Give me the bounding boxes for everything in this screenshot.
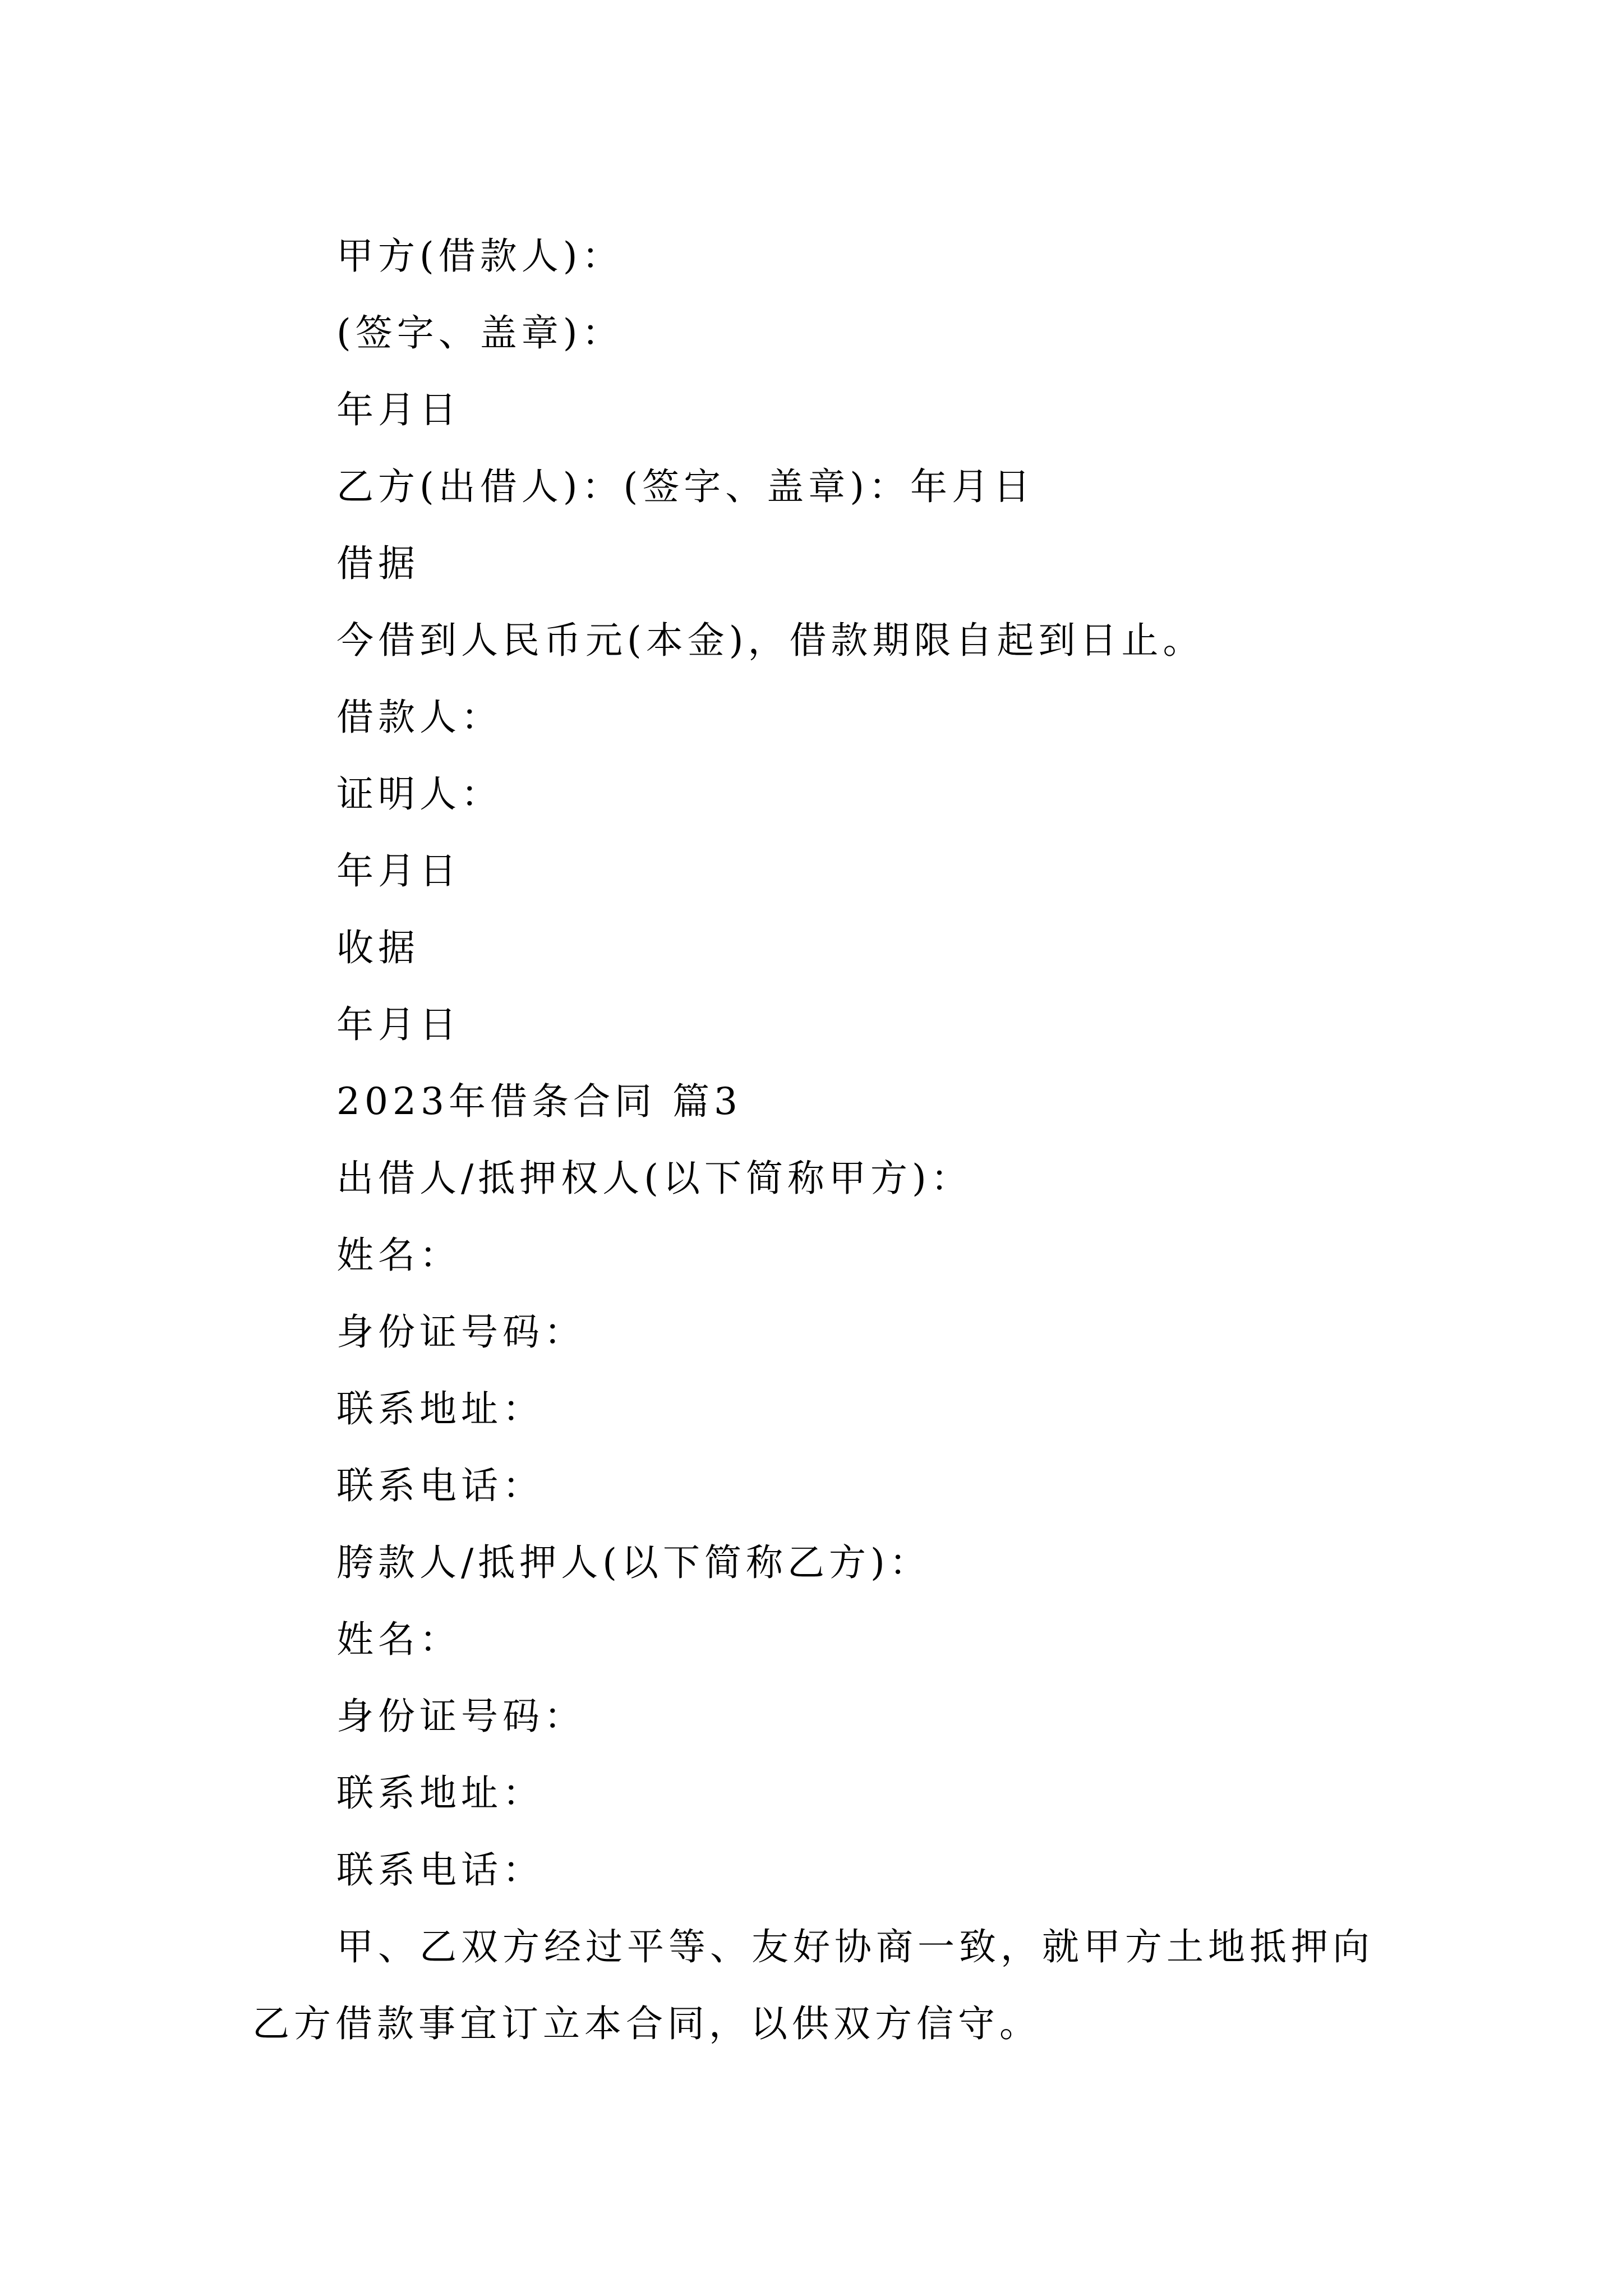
lender-name-label: 姓名： xyxy=(336,1234,461,1277)
borrower-phone-label: 联系电话： xyxy=(336,1848,544,1892)
party-a-signature-label: (签字、盖章)： xyxy=(336,311,624,355)
borrower-id-label: 身份证号码： xyxy=(336,1695,585,1738)
section-title: 2023年借条合同 篇3 xyxy=(336,1080,742,1123)
party-a-borrower-label: 甲方(借款人)： xyxy=(336,234,624,278)
iou-witness-label: 证明人： xyxy=(336,772,502,816)
closing-paragraph: 甲、乙双方经过平等、友好协商一致，就甲方土地抵押向乙方借款事宜订立本合同，以供双方信守。 xyxy=(252,1925,1374,2045)
borrower-name-label: 姓名： xyxy=(336,1618,461,1661)
lender-id-label: 身份证号码： xyxy=(336,1310,585,1354)
document-body xyxy=(252,218,1396,2062)
iou-statement: 今借到人民币元(本金)，借款期限自起到日止。 xyxy=(336,619,1205,662)
iou-heading: 借据 xyxy=(336,542,419,585)
borrower-address-label: 联系地址： xyxy=(336,1772,544,1815)
lender-address-label: 联系地址： xyxy=(336,1387,544,1430)
iou-borrower-label: 借款人： xyxy=(336,696,502,739)
receipt-date-label: 年月日 xyxy=(336,1003,461,1046)
party-b-lender-signature-line: 乙方(出借人)：(签字、盖章)：年月日 xyxy=(336,465,1035,508)
iou-date-label: 年月日 xyxy=(336,849,461,892)
party-a-date-label: 年月日 xyxy=(336,388,461,431)
borrower-mortgagor-label: 胯款人/抵押人(以下简称乙方)： xyxy=(336,1541,931,1584)
lender-mortgagee-label: 出借人/抵押权人(以下简称甲方)： xyxy=(336,1157,972,1200)
lender-phone-label: 联系电话： xyxy=(336,1464,544,1507)
receipt-heading: 收据 xyxy=(336,926,419,969)
